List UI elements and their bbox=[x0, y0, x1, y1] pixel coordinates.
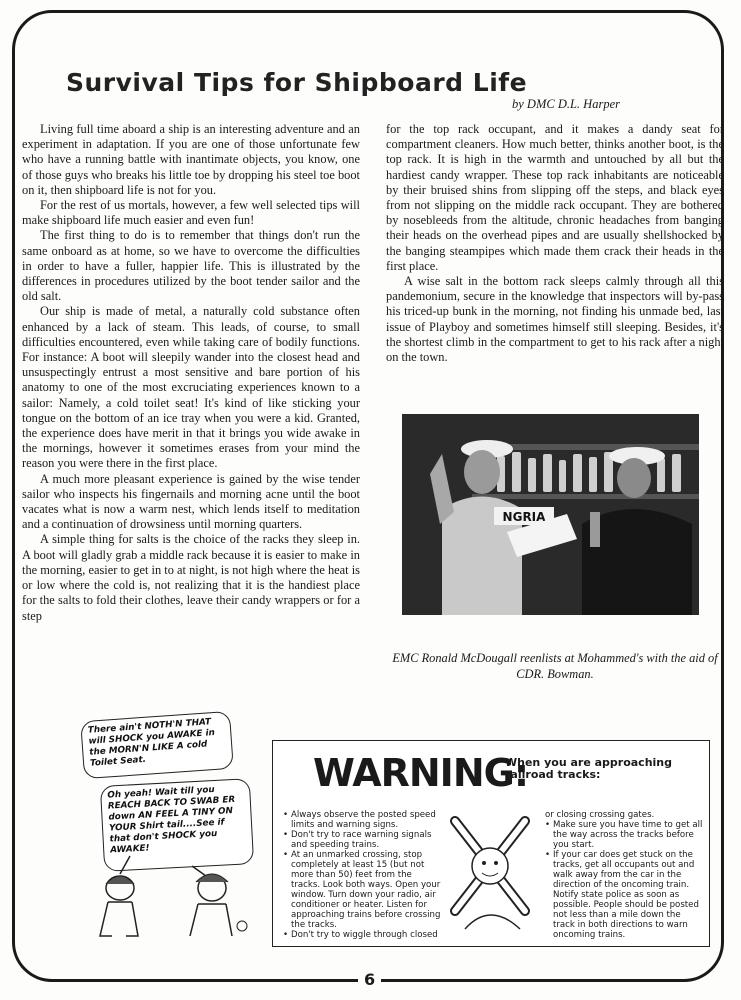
article-byline: by DMC D.L. Harper bbox=[512, 97, 620, 111]
crossbuck-character-icon bbox=[435, 801, 545, 941]
sign-text: NGRIA bbox=[502, 510, 546, 524]
paragraph: for the top rack occupant, and it makes a dandy seat for compartment cleaners. How much better, thinks another boot, is the top rack. It is high in the warmth and untouched by all but the hardiest candy wrapper. These top rack inhabitants are noticeable by their bruised shins from slipping off the steps, and black eyes from not slipping on the middle rack occupant. They are bothered by nosebleeds from the altitude, chronic headaches from banging their heads on the overhead pipes and are usually shellshocked by the banging steampipes which made them crack their heads in the first place. bbox=[386, 122, 724, 273]
paragraph: Living full time aboard a ship is an interesting adventure and an experiment in adaptation. If you are one of those unfortunate few who have a running battle with inantimate objects, you know, one of those guys who breaks his little toe by dropping his steel toe boot on it, then shipboard life is not for you. bbox=[22, 122, 360, 197]
warning-item: • Make sure you have time to get all the way across the tracks before you start. bbox=[545, 820, 705, 850]
warning-list-left bbox=[283, 810, 443, 940]
photo-caption: EMC Ronald McDougall reenlists at Mohammed's with the aid of CDR. Bowman. bbox=[392, 651, 718, 681]
warning-title: WARNING: bbox=[313, 751, 529, 795]
warning-item: • At an unmarked crossing, stop completely at least 15 (but not more than 50) feet from the tracks. Look both ways. Open your window. Turn down your radio, air conditioner or heater. Listen for approaching trains before crossing the tracks. bbox=[283, 850, 443, 930]
warning-item: • Don't try to wiggle through closed bbox=[283, 930, 443, 940]
article-column-right bbox=[386, 122, 724, 365]
page-number: 6 bbox=[358, 970, 381, 989]
paragraph: The first thing to do is to remember that things don't run the same onboard as at home, so we have to overcome the difficulties in order to have a fuller, happier life. This is illustrated by the differences in procedures utilized by the boot tender sailor and the old salt. bbox=[22, 228, 360, 304]
paragraph: A much more pleasant experience is gained by the wise tender sailor who inspects his fingernails and morning acne until the boot vacates what is now a warm nest, which lends itself to meditation and a continuation of drowsiness until morning quarters. bbox=[22, 471, 360, 532]
paragraph: A simple thing for salts is the choice of the racks they sleep in. A boot will gladly grab a middle rack because it is easier to make in the morning, easier to get in to at night, is not high where the heat is or low where the cold is, not realizing that it is the handiest place for the salts to fold their clothes, leave their candy wrappers or for a step bbox=[22, 532, 360, 623]
paragraph: Our ship is made of metal, a naturally cold substance often enhanced by a lack of steam. This leads, of course, to small difficulties encountered, even while taking care of bodily functions. For instance: A boot will sleepily wander into the closest head and unsuspectingly entrust a most sensitive and bare portion of his anatomy to one of the most excruciating experiences known to a sailor: Namely, a cold toilet seat! It's kind of like sticking your tongue on the bottom of an ice tray when you were a kid. Granted, the experience does have merit in that it brings you wide awake in the mornings, however it sometimes erases from your mind the reason you were there in the first place. bbox=[22, 304, 360, 471]
paragraph: For the rest of us mortals, however, a few well selected tips will make shipboard life much easier and even fun! bbox=[22, 198, 360, 228]
speech-bubble-top: There ain't NOTH'N THAT will SHOCK you AWAKE in the MORN'N LIKE A cold Toilet Seat. bbox=[80, 711, 234, 779]
article-column-left bbox=[22, 122, 360, 624]
warning-subtitle: When you are approaching railroad tracks: bbox=[505, 756, 673, 781]
paragraph: A wise salt in the bottom rack sleeps calmly through all this pandemonium, secure in the knowledge that inspectors will by-pass his triced-up bunk in the morning, not finding his unmade bed, last issue of Playboy and sometimes himself still sleeping. Besides, it's the shortest climb in the compartment to get to his rack after a night on the town. bbox=[386, 274, 724, 365]
warning-item: • If your car does get stuck on the tracks, get all occupants out and walk away from the car in the direction of the oncoming train. Notify state police as soon as possible. People should be posted not less than a mile down the track in both directions to warn oncoming trains. bbox=[545, 850, 705, 940]
sailors-drawing bbox=[72, 716, 262, 946]
warning-item: • Always observe the posted speed limits and warning signs. bbox=[283, 810, 443, 830]
warning-ad bbox=[272, 740, 710, 947]
reenlistment-photo bbox=[402, 414, 699, 615]
speech-bubble-bottom: Oh yeah! Wait till you REACH BACK TO SWAB ER down AN FEEL A TINY ON YOUR Shirt tail....See if that don't SHOCK you AWAKE! bbox=[100, 778, 254, 872]
warning-item: or closing crossing gates. bbox=[545, 810, 655, 820]
cartoon-illustration bbox=[72, 716, 262, 946]
article-title: Survival Tips for Shipboard Life bbox=[66, 68, 528, 97]
warning-list-right bbox=[545, 810, 705, 940]
warning-item: • Don't try to race warning signals and speeding trains. bbox=[283, 830, 443, 850]
